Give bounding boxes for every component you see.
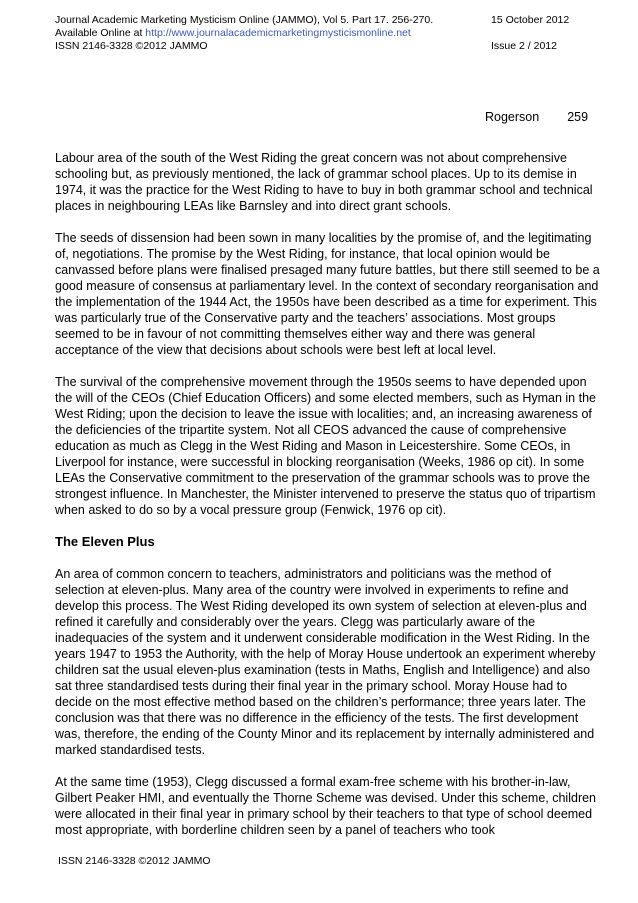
paragraph: Labour area of the south of the West Riding the great concern was not about comprehensive schooling but, as previously mentioned, the lack of grammar school places. Up to its demise in 1974, it was the practice for the West Riding to have to buy in both grammar school and technical places in neighbouring LEAs like Barnsley and into direct grant schools.: [55, 151, 593, 213]
section-heading: The Eleven Plus: [55, 534, 155, 549]
paragraph: At the same time (1953), Clegg discussed a formal exam-free scheme with his brother-in-law, Gilbert Peaker HMI, and eventually the Thorne Scheme was devised. Under this scheme, children were allocated in their final year in primary school by their teachers to that type of school deemed most appropriate, with borderline children seen by a panel of teachers who took: [55, 775, 597, 837]
header-row-1: [55, 14, 595, 27]
journal-url-link[interactable]: http://www.journalacademicmarketingmysticismonline.net: [145, 27, 411, 39]
author-name: Rogerson: [485, 110, 540, 124]
page-footer: [58, 855, 210, 867]
running-head: [485, 110, 588, 124]
issue-number: Issue 2 / 2012: [491, 40, 557, 52]
footer-issn: ISSN 2146-3328 ©2012 JAMMO: [58, 855, 211, 867]
header-row-3: [55, 40, 595, 53]
availability-prefix: Available Online at: [55, 27, 146, 39]
journal-citation: Journal Academic Marketing Mysticism Online (JAMMO), Vol 5. Part 17. 256-270.: [55, 14, 434, 26]
page-number: 259: [567, 110, 589, 124]
paragraph: The seeds of dissension had been sown in many localities by the promise of, and the legitimating of, negotiations. The promise by the West Riding, for instance, that local opinion would be canvassed before plans were finalised presaged many future battles, but there still seemed to be a good measure of consensus at parliamentary level. In the context of secondary reorganisation and the implementation of the 1944 Act, the 1950s have been described as a time for experiment. This was particularly true of the Conservative party and the teachers’ associations. Most groups seemed to be in favour of not committing themselves either way and there was general acceptance of the view that decisions about schools were best left at local level.: [55, 231, 600, 357]
availability-line: [55, 27, 411, 40]
header-row-2: [55, 27, 595, 40]
article-body: [55, 150, 600, 854]
paragraph: The survival of the comprehensive movement through the 1950s seems to have depended upon the will of the CEOs (Chief Education Officers) and some elected members, such as Hyman in the West Riding; upon the decision to leave the issue with localities; and, an increasing awareness of the deficiencies of the tripartite system. Not all CEOS advanced the cause of comprehensive education as much as Clegg in the West Riding and Mason in Leicestershire. Some CEOs, in Liverpool for instance, were successful in blocking reorganisation (Weeks, 1986 op cit). In some LEAs the Conservative commitment to the preservation of the grammar schools was to prove the strongest influence. In Manchester, the Minister intervened to preserve the status quo of tripartism when asked to do so by a vocal pressure group (Fenwick, 1976 op cit).: [55, 375, 596, 517]
header-issn: ISSN 2146-3328 ©2012 JAMMO: [55, 40, 208, 52]
journal-header: [55, 14, 595, 53]
paragraph: An area of common concern to teachers, administrators and politicians was the method of selection at eleven-plus. Many area of the country were involved in experiments to refine and develop this process. The West Riding developed its own system of selection at eleven-plus and refined it carefully and considerably over the years. Clegg was particularly aware of the inadequacies of the system and it underwent considerable modification in the West Riding. In the years 1947 to 1953 the Authority, with the help of Moray House undertook an experiment whereby children sat the usual eleven-plus examination (tests in Maths, English and Intelligence) and also sat three standardised tests during their final year in the primary school. Moray House had to decide on the most effective method based on the children’s performance; three years later. The conclusion was that there was no difference in the efficiency of the tests. The first development was, therefore, the ending of the County Minor and its replacement by internally administered and marked standardised tests.: [55, 567, 596, 757]
publication-date: 15 October 2012: [491, 14, 570, 26]
